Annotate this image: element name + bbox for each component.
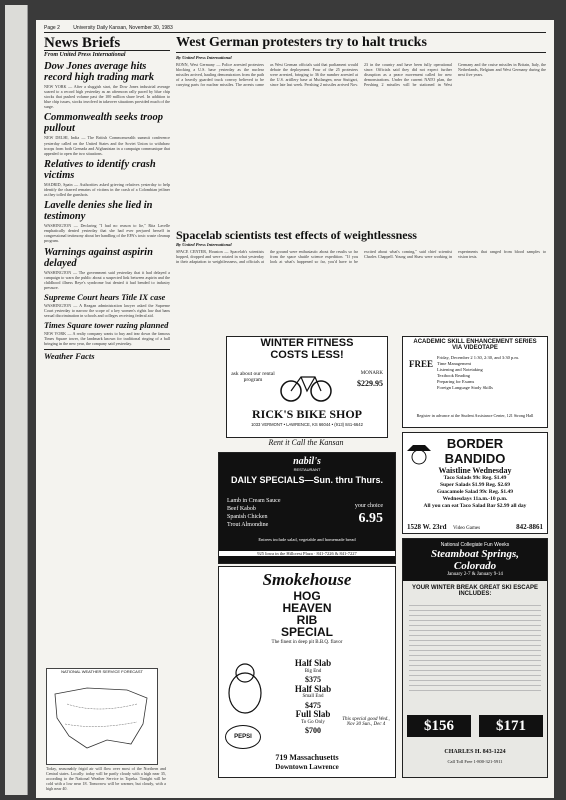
smoke-full: Full Slab [295, 709, 331, 719]
space-story [176, 228, 546, 332]
brief-text-dow: NEW YORK — After a sluggish start, the Dow Jones industrial average soared to a record high yesterday as an afternoon rally paced by blue chip stocks that pushed volume past the 100 million share level. In addition to blue chip issues, stocks involved in takeover situations provided much of the surge. [44, 84, 170, 110]
brief-headline-crash: Relatives to identify crash victims [44, 158, 156, 181]
brief-headline-aspirin: Warnings against aspirin delayed [44, 246, 153, 269]
binder-clip [5, 5, 28, 795]
news-briefs-title: News Briefs [44, 36, 170, 51]
ski-price-2: $171 [479, 715, 543, 737]
brief-headline-dow: Dow Jones average hits record high trading mark [44, 61, 154, 83]
weather-map [46, 668, 158, 765]
paper-name: University Daily Kansan, November 30, 1983 [73, 25, 173, 31]
academic-item: Textbook Reading [437, 373, 471, 378]
brief-text-times-square: NEW YORK — A realty company wants to buy and tear down the famous Times Square tower, the landmark known for traditional ringing of a ball bringing in the new year, the company said yesterday. [44, 331, 170, 347]
border-phone: 842-8861 [516, 523, 543, 531]
bandido-icon [405, 437, 433, 467]
news-briefs-source: From United Press International [44, 52, 126, 58]
border-time: Wednesdays 11a.m.-10 p.m. [442, 496, 508, 502]
bike-address: 1033 VERMONT • LAWRENCE, KS 66044 • (913) 841-6642 [251, 422, 363, 427]
bike-ask: ask about our rental program [231, 371, 275, 383]
border-l2: BANDIDO [444, 451, 506, 466]
smoke-price-3: $700 [305, 726, 321, 735]
ski-price-1: $156 [407, 715, 471, 737]
border-guac: Guacamole Salad 99c Reg. $1.49 [436, 489, 514, 495]
border-all: All you can eat Taco Salad Bar $2.99 all day [423, 503, 527, 509]
academic-item: Foreign Language Study Skills [437, 385, 493, 390]
ski-details-lines [409, 601, 541, 691]
border-addr: 1528 W. 23rd [407, 523, 447, 531]
smokehouse-ad [218, 566, 396, 778]
border-super: Super Salads $1.99 Reg. $2.69 [439, 482, 511, 488]
smoke-heaven: HEAVEN [282, 601, 332, 615]
smoke-half-small: Half Slab [294, 683, 332, 694]
border-list [403, 475, 547, 510]
nabils-sub: RESTAURANT [293, 467, 321, 472]
brief-headline-commonwealth: Commonwealth seeks troop pullout [44, 112, 164, 135]
page-number: Page 2 [44, 25, 60, 31]
ski-l1: Steamboat Springs, [430, 548, 520, 560]
ski-dates: January 2-7 & January 9-14 [447, 572, 503, 577]
weather-facts-title: Weather Facts [44, 349, 170, 361]
ski-contact: CHARLES H. 843-1224 [444, 749, 506, 755]
smoke-half-small-sub: Small End [302, 694, 324, 699]
academic-item: Time Management [437, 361, 471, 366]
academic-free: FREE [409, 359, 434, 369]
smoke-to-go: To Go Only [301, 719, 325, 725]
nabils-item: Lamb in Cream Sauce [227, 498, 281, 504]
brief-headline-lavelle: Lavelle denies she lied in testimony [44, 200, 153, 223]
brief-headline-title-ix: Supreme Court hears Title IX case [44, 291, 166, 302]
academic-dates: Friday, December 2 1:30, 2:30, and 3:30 p.m. [437, 355, 519, 360]
bike-shop-ad [226, 336, 388, 438]
rent-kansan-text: Rent it Call the Kansan [268, 438, 344, 447]
border-tacos: Taco Salads 99c Reg. $1.49 [443, 475, 507, 481]
main-headline: West German protesters try to halt trucks [176, 36, 546, 53]
border-games: Video Games [453, 526, 481, 531]
brief-text-aspirin: WASHINGTON — The government said yesterday that it had delayed a campaign to warn the public about a suspected link between aspirin and the childhood illness Reye's syndrome but denied it had bended to industry pressure. [44, 269, 170, 290]
chef-pig-icon [225, 659, 265, 719]
academic-item: Listening and Notetaking [437, 367, 483, 372]
smoke-half-big-sub: Big End [304, 668, 322, 674]
smoke-note: This special good Wed., Nov 30 Sun., Dec 4 [342, 717, 390, 727]
smoke-address-2: Downtown Lawrence [275, 763, 339, 771]
smoke-hog: HOG [293, 589, 321, 603]
brief-text-crash: MADRID, Spain — Authorities asked grieving relatives yesterday to help identify the charred remains of victims in the crash of a Colombian jetliner as they tolled the gunshots. [44, 181, 170, 198]
smoke-special: SPECIAL [280, 625, 333, 639]
academic-item: Preparing for Exams [437, 379, 475, 384]
nabils-choice: your choice [354, 503, 383, 509]
main-story [176, 36, 546, 246]
bike-store-name: RICK'S BIKE SHOP [251, 407, 363, 421]
nabils-note: Entrees include salad, vegetable and homemade bread [258, 537, 356, 542]
smoke-price-2: $475 [305, 700, 321, 710]
brief-text-title-ix: WASHINGTON — A Reagan administration lawyer asked the Supreme Court yesterday to narrow the scope of a key women's rights law that bans sexual discrimination in schools and colleges receiving federal aid. [44, 302, 170, 319]
ski-l2: Colorado [453, 560, 497, 572]
us-map-icon [47, 674, 157, 760]
main-text: BONN, West Germany — Police arrested protesters blocking a U.S. base yesterday as the nuclear missiles arrived, hauling demonstrators from the path of a heavily guarded truck convoy believed to be carrying parts for nuclear missiles. The arrests came as West German officials said that parliament would debate the deployment. Four of the 25 protesters were arrested, bringing to 36 the number arrested at the U.S. artillery base at Mutlangen, near Stuttgart, since late last week. Pershing 2 missiles arrived Nov. 23 in the country and have been fully operational since. Officials said they did not expect further disruption as a peace movement called for new demonstrations. Under the current NATO plan, the Pershing 2 missiles will be stationed in West Germany and the cruise missiles in Britain, Italy, the Netherlands, Belgium and West Germany during the next five years. [176, 62, 546, 88]
nabils-price: 6.95 [358, 511, 383, 526]
nabils-specials-title: DAILY SPECIALS—Sun. thru Thurs. [230, 475, 383, 485]
ski-toll-free: Call Toll Free 1-800-321-5911 [447, 759, 503, 764]
bike-price-label: MONARK [360, 371, 383, 376]
brief-headline-times-square: Times Square tower razing planned [44, 320, 169, 331]
academic-register: Register in advance at the Student Assistance Center, 121 Strong Hall [416, 413, 534, 418]
academic-title-2: VIA VIDEOTAPE [452, 345, 498, 351]
brief-text-lavelle: WASHINGTON — Declaring "I had no reason to lie," Rita Lavelle emphatically denied yesterday that she had ever perjured herself in congressional testimony about her handling of the EPA's toxic waste cleanup program. [44, 223, 170, 244]
smoke-price-1: $375 [305, 675, 321, 684]
border-l1: BORDER [446, 436, 504, 451]
brief-text-commonwealth: NEW DELHI, India — The British Commonwealth summit conference yesterday called on the United States and the Soviet Union to withdraw troops from both Grenada and Afghanistan in a campaign communique that appealed to open the two situations. [44, 135, 170, 156]
academic-list [437, 355, 543, 391]
smokehouse-name: Smokehouse [262, 570, 352, 589]
ski-top: National Collegiate Fun Weeks [440, 542, 510, 548]
smoke-sub: The finest in deep pit B.B.Q. flavor [271, 640, 343, 645]
bike-headline-2: COSTS LESS! [270, 349, 344, 361]
ski-question: YOUR WINTER BREAK GREAT SKI ESCAPE INCLUDES: [412, 585, 538, 597]
space-byline: By United Press International [176, 242, 232, 247]
main-byline: By United Press International [176, 55, 232, 60]
page-header [44, 25, 185, 31]
nabils-item: Spanish Chicken [227, 514, 268, 520]
smoke-address: 719 Massachusetts [275, 753, 339, 762]
smoke-half-big: Half Slab [294, 658, 332, 668]
newspaper-page [36, 20, 554, 798]
border-l3: Waistline Wednesday [438, 466, 512, 475]
weather-text: Today, seasonably frigid air will flow over most of the Northern and Central states. Locally: today will be partly cloudy with a high near 35, according to the National Weather Service in Topeka. Tonight will be cold with a low near 18. Tomorrow will be warmer, but cloudy, with a high near 40. [46, 766, 166, 792]
nabils-address: 925 Iowa in the Hillcrest Plaza · 841-7226 & 841-7227 [219, 551, 395, 556]
nabils-ad [218, 452, 396, 564]
nabils-name: nabil's [293, 456, 321, 467]
smoke-rib: RIB [296, 613, 318, 627]
header-rule [44, 32, 546, 33]
academic-title: ACADEMIC SKILL ENHANCEMENT SERIES [413, 339, 537, 345]
space-headline: Spacelab scientists test effects of weightlessness [176, 228, 417, 242]
ski-ad [402, 538, 548, 778]
map-caption: NATIONAL WEATHER SERVICE FORECAST [61, 669, 143, 674]
nabils-menu [227, 497, 280, 529]
space-text: SPACE CENTER, Houston — Spacelab's scientists hopped, dropped and were rotated in what yesterday in their adaptation to weightlessness, and officials at the ground were enthusiastic about the results so far from the space shuttle science expedition. "If you look at what's happened so far, you'd have to be excited about what's coming," said chief scientist Charles Chappell. Young and Shaw were working in experiments that ranged from blood samples to vision tests. [176, 249, 546, 265]
border-bandido-ad [402, 432, 548, 534]
bike-price: $229.95 [357, 379, 383, 388]
bike-headline-1: WINTER FITNESS [260, 337, 354, 349]
nabils-item: Trout Almondine [227, 522, 269, 528]
ski-banner [403, 539, 547, 581]
pepsi-logo: PEPSI [225, 725, 261, 749]
bicycle-icon [279, 367, 333, 403]
nabils-item: Beef Kabob [227, 506, 256, 512]
academic-ad [402, 336, 548, 428]
